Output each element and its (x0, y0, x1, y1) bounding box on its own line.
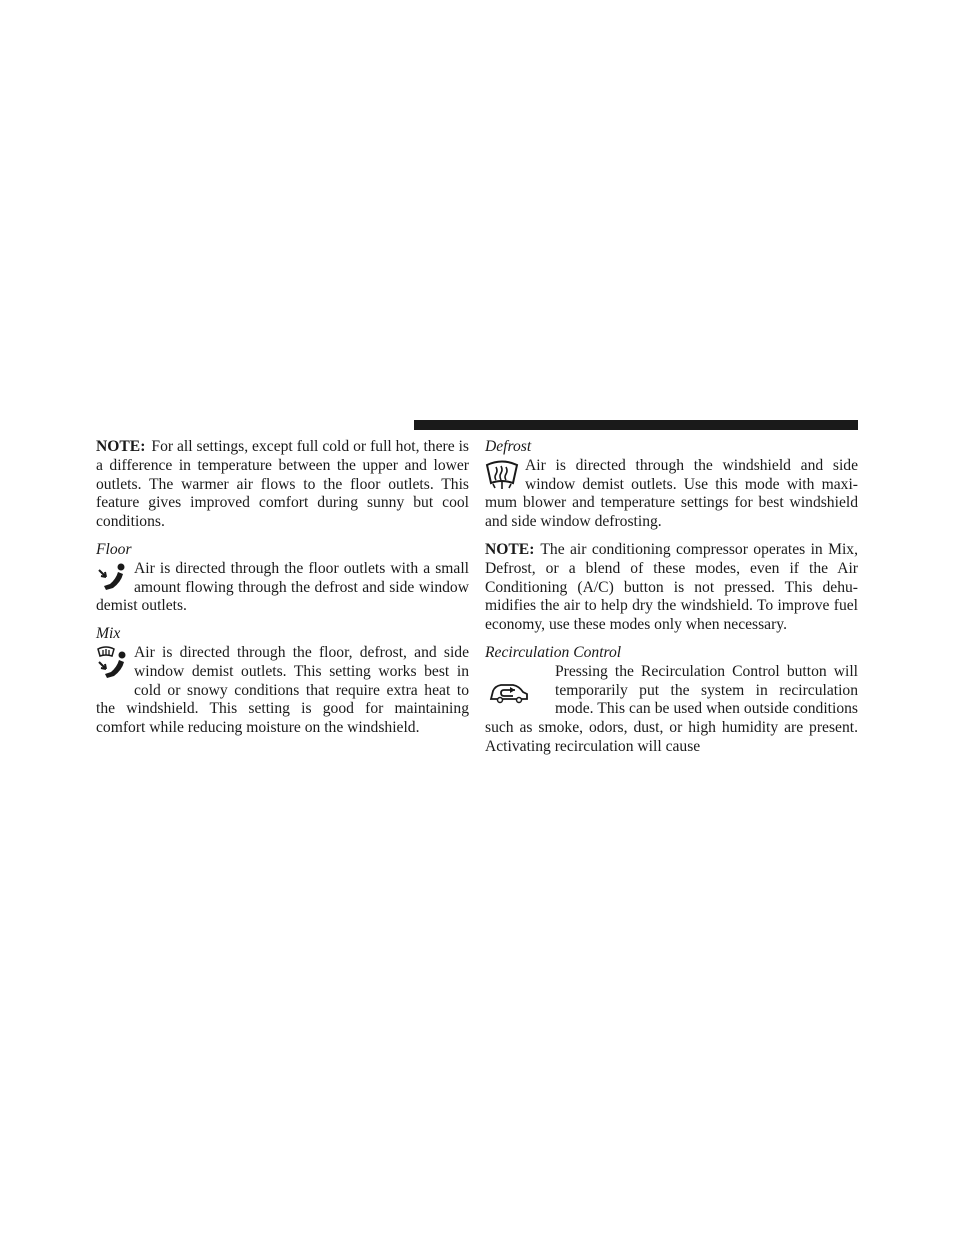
note-text-2: The air conditioning compressor operates in Mix, Defrost, or a blend of these modes, even if the Air Conditioning (A/C) button is not pressed. This dehumidifies the air to help dry the windshield. To improve fuel economy, use these modes only when necessary. (485, 540, 858, 634)
mix-heading: Mix (96, 625, 121, 643)
defrost-heading: Defrost (485, 438, 532, 455)
note-paragraph (96, 438, 469, 532)
defrost-mode-icon (485, 459, 519, 491)
recirculation-text: Pressing the Recirculation Control button will temporarily put the system in recirculation mode. This can be used when outside conditions such as smoke, odors, dust, or high humidity are present. Activating recirculation will cause (485, 662, 858, 755)
recirculation-paragraph (485, 663, 858, 757)
floor-text: Air is directed through the floor outlets with a small amount flowing through the defrost and side window demist outlets. (96, 559, 469, 615)
section-header-bar (414, 420, 858, 430)
note-paragraph-2 (485, 541, 858, 635)
floor-heading: Floor (96, 540, 132, 558)
defrost-paragraph (485, 457, 858, 532)
note-label-2: NOTE: (485, 540, 535, 558)
floor-mode-icon (96, 562, 128, 592)
left-column (96, 438, 469, 747)
recirculation-heading: Recirculation Control (485, 643, 622, 661)
note-label: NOTE: (96, 438, 146, 455)
mix-mode-icon (96, 646, 128, 682)
note-text: For all settings, except full cold or full hot, there is a difference in temperature between the upper and lower outlets. The warmer air flows to the floor outlets. This feature gives improved comfort during sunny but cool conditions. (96, 438, 469, 531)
recirculation-icon (489, 677, 529, 711)
mix-text: Air is directed through the floor, defrost, and side window demist outlets. This setting works best in cold or snowy conditions that require extra heat to the windshield. This setting is good for maintaining comfort while reducing moisture on the windshield. (96, 643, 469, 737)
defrost-text: Air is directed through the windshield and side window demist outlets. Use this mode with maximum blower and temperature settings for best windshield and side window defrosting. (485, 456, 858, 531)
floor-paragraph (96, 560, 469, 616)
mix-paragraph (96, 644, 469, 738)
right-column (485, 438, 858, 766)
